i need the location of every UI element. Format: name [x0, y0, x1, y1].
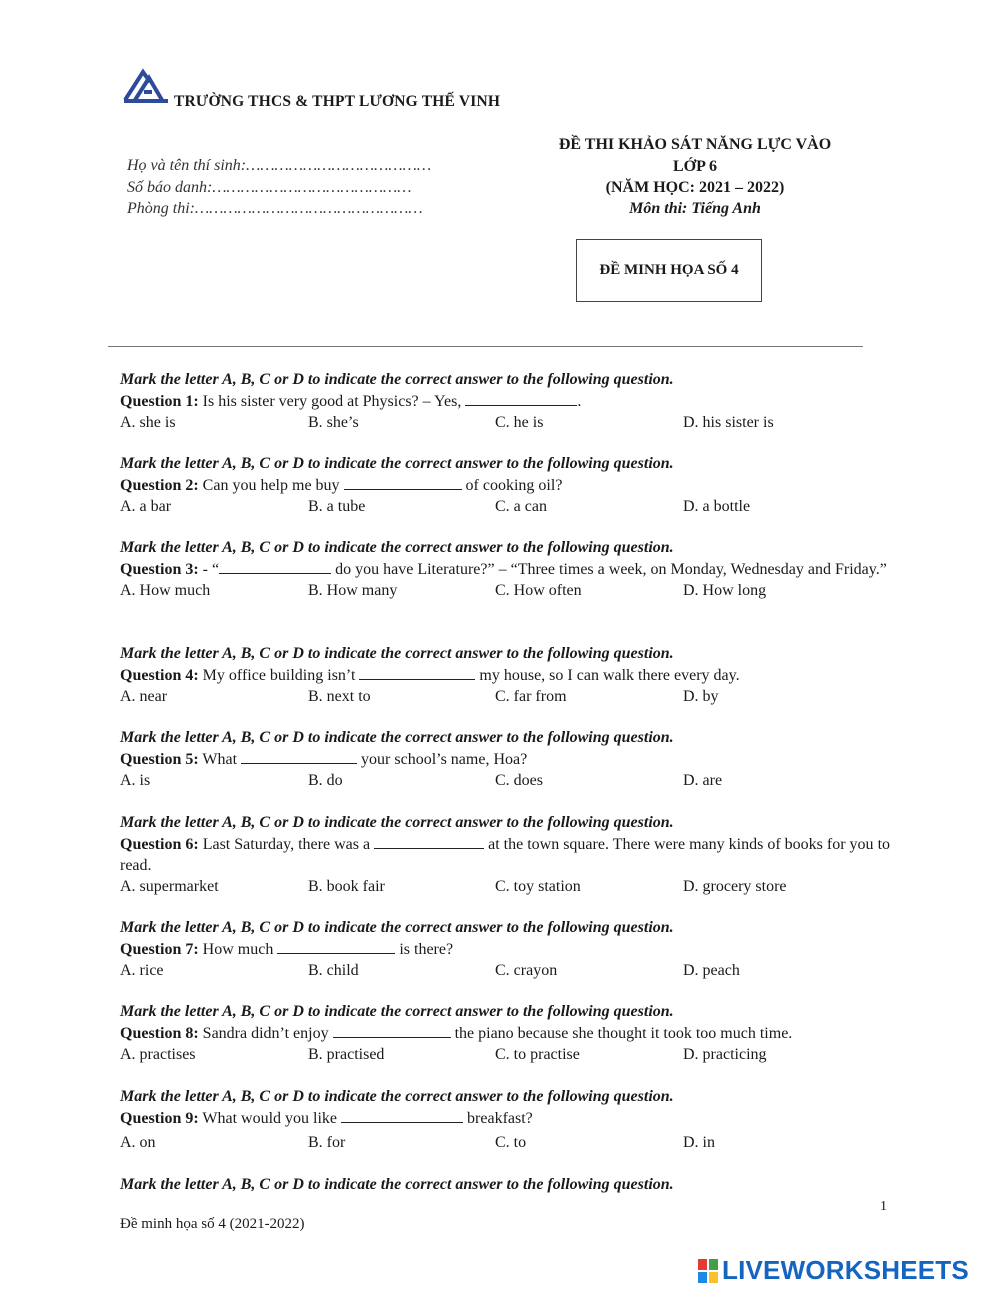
question-1 [120, 369, 890, 433]
question-5 [120, 727, 890, 791]
stem-text: What [198, 751, 242, 768]
sample-exam-box [576, 239, 762, 302]
question-stem [120, 748, 890, 770]
answer-options [120, 686, 890, 707]
question-stem [120, 474, 890, 496]
school-name: TRƯỜNG THCS & THPT LƯƠNG THẾ VINH [174, 93, 501, 110]
header-divider [108, 346, 863, 347]
instruction: Mark the letter A, B, C or D to indicate the correct answer to the following question. [120, 1176, 674, 1193]
instruction: Mark the letter A, B, C or D to indicate the correct answer to the following question. [120, 455, 674, 472]
option-a: A. rice [120, 962, 164, 979]
stem-text: the piano because she thought it took too much time. [450, 1025, 793, 1042]
exam-school-year: (NĂM HỌC: 2021 – 2022) [605, 179, 785, 196]
option-d: D. in [683, 1134, 715, 1151]
stem-text: My office building isn’t [198, 667, 360, 684]
answer-blank [219, 558, 331, 574]
answer-blank [374, 833, 484, 849]
exam-title: ĐỀ THI KHẢO SÁT NĂNG LỰC VÀO [558, 136, 832, 153]
stem-text: - “ [198, 561, 220, 578]
option-b: B. How many [308, 582, 398, 599]
question-label: Question 7: [120, 941, 199, 958]
instruction: Mark the letter A, B, C or D to indicate the correct answer to the following question. [120, 919, 674, 936]
exam-grade: LỚP 6 [672, 158, 717, 175]
option-d: D. peach [683, 962, 740, 979]
stem-text: breakfast? [463, 1110, 533, 1127]
stem-text: at the town square. There were many kinds of books for you to read. [120, 836, 891, 874]
instruction: Mark the letter A, B, C or D to indicate the correct answer to the following question. [120, 539, 674, 556]
option-d: D. How long [683, 582, 767, 599]
answer-blank [341, 1107, 463, 1123]
option-a: A. supermarket [120, 878, 219, 895]
stem-text: Last Saturday, there was a [198, 836, 375, 853]
option-b: B. for [308, 1134, 346, 1151]
question-9 [120, 1086, 890, 1153]
question-stem [120, 938, 890, 960]
option-a: A. she is [120, 414, 176, 431]
option-b: B. she’s [308, 414, 359, 431]
question-4 [120, 643, 890, 707]
question-label: Question 6: [120, 836, 199, 853]
option-d: D. his sister is [683, 414, 774, 431]
answer-options [120, 580, 890, 601]
school-logo [122, 68, 170, 104]
option-c: C. to practise [495, 1046, 580, 1063]
stem-text: . [577, 393, 582, 410]
instruction: Mark the letter A, B, C or D to indicate the correct answer to the following question. [120, 645, 674, 662]
stem-text: do you have Literature?” – “Three times a week, on Monday, Wednesday and Friday.” [331, 561, 887, 578]
stem-text: Sandra didn’t enjoy [198, 1025, 333, 1042]
page-number: 1 [880, 1199, 887, 1214]
option-a: A. practises [120, 1046, 196, 1063]
answer-options [120, 1132, 890, 1153]
liveworksheets-brand: LIVEWORKSHEETS [722, 1255, 969, 1285]
option-c: C. crayon [495, 962, 558, 979]
option-d: D. are [683, 772, 723, 789]
stem-text: is there? [395, 941, 454, 958]
answer-options [120, 960, 890, 981]
option-a: A. How much [120, 582, 211, 599]
stem-text: What would you like [198, 1110, 342, 1127]
option-a: A. a bar [120, 498, 172, 515]
answer-blank [277, 938, 395, 954]
stem-text: Can you help me buy [198, 477, 344, 494]
question-stem [120, 664, 890, 686]
instruction: Mark the letter A, B, C or D to indicate the correct answer to the following question. [120, 729, 674, 746]
instruction: Mark the letter A, B, C or D to indicate the correct answer to the following question. [120, 1088, 674, 1105]
question-label: Question 9: [120, 1110, 199, 1127]
stem-text: How much [198, 941, 278, 958]
exam-room-field: Phòng thi:………………………………………… [127, 200, 423, 217]
question-6 [120, 812, 890, 897]
answer-blank [359, 664, 475, 680]
option-b: B. a tube [308, 498, 366, 515]
option-c: C. he is [495, 414, 544, 431]
option-c: C. does [495, 772, 543, 789]
answer-blank [333, 1022, 451, 1038]
option-b: B. next to [308, 688, 371, 705]
option-c: C. How often [495, 582, 582, 599]
answer-options [120, 496, 890, 517]
question-stem [120, 1107, 890, 1129]
candidate-name-field: Họ và tên thí sinh:………………………………… [127, 157, 432, 174]
stem-text: Is his sister very good at Physics? – Yes, [198, 393, 466, 410]
question-label: Question 3: [120, 561, 199, 578]
sample-exam-label: ĐỀ MINH HỌA SỐ 4 [599, 262, 739, 278]
question-3 [120, 537, 890, 601]
instruction: Mark the letter A, B, C or D to indicate the correct answer to the following question. [120, 814, 674, 831]
answer-options [120, 1044, 890, 1065]
option-a: A. on [120, 1134, 156, 1151]
question-label: Question 2: [120, 477, 199, 494]
liveworksheets-logo[interactable] [697, 1255, 969, 1286]
answer-options [120, 412, 890, 433]
option-b: B. child [308, 962, 359, 979]
question-stem [120, 833, 890, 876]
question-label: Question 4: [120, 667, 199, 684]
question-7 [120, 917, 890, 981]
liveworksheets-icon [697, 1258, 719, 1284]
stem-text: of cooking oil? [461, 477, 563, 494]
question-stem [120, 1022, 890, 1044]
answer-blank [241, 748, 357, 764]
answer-blank [465, 390, 577, 406]
footer-doc-title: Đề minh họa số 4 (2021-2022) [120, 1216, 305, 1232]
option-a: A. is [120, 772, 151, 789]
option-c: C. toy station [495, 878, 581, 895]
option-b: B. book fair [308, 878, 385, 895]
question-stem [120, 558, 890, 580]
option-d: D. a bottle [683, 498, 751, 515]
question-2 [120, 453, 890, 517]
question-stem [120, 390, 890, 412]
option-d: D. by [683, 688, 719, 705]
candidate-number-field: Số báo danh:…………………………………… [127, 179, 412, 196]
answer-options [120, 876, 890, 897]
option-c: C. a can [495, 498, 547, 515]
answer-blank [344, 474, 462, 490]
option-c: C. to [495, 1134, 527, 1151]
question-label: Question 5: [120, 751, 199, 768]
stem-text: your school’s name, Hoa? [357, 751, 528, 768]
option-b: B. practised [308, 1046, 385, 1063]
option-a: A. near [120, 688, 168, 705]
option-b: B. do [308, 772, 343, 789]
question-8 [120, 1001, 890, 1065]
option-d: D. practicing [683, 1046, 767, 1063]
instruction: Mark the letter A, B, C or D to indicate the correct answer to the following question. [120, 371, 674, 388]
instruction: Mark the letter A, B, C or D to indicate the correct answer to the following question. [120, 1003, 674, 1020]
question-10-instruction [120, 1174, 890, 1195]
option-c: C. far from [495, 688, 567, 705]
question-label: Question 1: [120, 393, 199, 410]
question-label: Question 8: [120, 1025, 199, 1042]
answer-options [120, 770, 890, 791]
exam-subject: Môn thi: Tiếng Anh [629, 200, 761, 217]
stem-text: my house, so I can walk there every day. [475, 667, 740, 684]
option-d: D. grocery store [683, 878, 787, 895]
